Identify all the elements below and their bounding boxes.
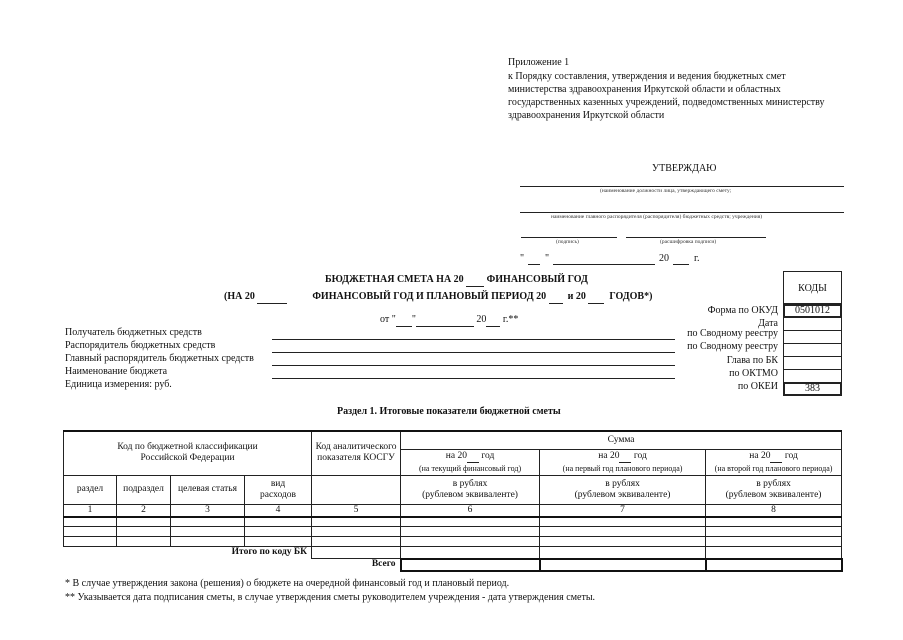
col-number-7: 7	[540, 504, 706, 517]
period-current-cell	[401, 449, 540, 475]
data-cell[interactable]	[171, 517, 245, 527]
period-current-year-line[interactable]	[467, 451, 479, 463]
data-cell[interactable]	[312, 527, 401, 537]
col-rub-8-line1: в рублях	[756, 478, 791, 489]
data-cell[interactable]	[117, 537, 171, 547]
period-second-prefix: на 20	[749, 450, 771, 461]
code-cell-bk[interactable]	[783, 356, 842, 370]
data-cell[interactable]	[540, 517, 706, 527]
subtitle-year2-line[interactable]	[549, 291, 563, 304]
subtitle-part2: ФИНАНСОВЫЙ ГОД И ПЛАНОВЫЙ ПЕРИОД 20	[312, 291, 547, 302]
estimate-date-year: 20	[476, 314, 487, 325]
data-cell[interactable]	[706, 537, 842, 547]
signature-caption: (подпись)	[556, 239, 579, 245]
kosgu-header-line1: Код аналитического	[315, 442, 397, 453]
period-first-suffix: год	[633, 450, 647, 461]
field-budget-name-line[interactable]	[272, 378, 675, 379]
data-cell[interactable]	[245, 517, 312, 527]
data-cell[interactable]	[401, 537, 540, 547]
data-cell[interactable]	[245, 537, 312, 547]
approver-position-line[interactable]	[520, 186, 844, 187]
approve-year-suffix: г.	[694, 253, 700, 264]
data-cell[interactable]	[171, 527, 245, 537]
data-cell[interactable]	[312, 517, 401, 527]
estimate-year-line[interactable]	[466, 274, 484, 287]
total-bk-row	[64, 547, 842, 559]
col-vid-header	[245, 475, 312, 504]
period-current-suffix: год	[481, 450, 495, 461]
signature-decode-caption: (расшифровка подписи)	[660, 239, 717, 245]
code-label-okud: Форма по ОКУД	[707, 305, 778, 316]
subtitle-part1: (НА 20	[224, 291, 255, 302]
subtitle-year3-line[interactable]	[588, 291, 604, 304]
col-rub-6-line1: в рублях	[452, 478, 488, 489]
approve-year-line[interactable]	[673, 264, 689, 265]
code-label-registry-2: по Сводному реестру	[687, 341, 778, 352]
estimate-day-line[interactable]	[396, 314, 412, 327]
field-unit-label: Единица измерения: руб.	[65, 379, 172, 390]
estimate-year-line-2[interactable]	[486, 314, 500, 327]
col-podrazdel-header: подраздел	[117, 475, 171, 504]
code-cell-oktmo[interactable]	[783, 369, 842, 383]
bk-header-line2: Российской Федерации	[140, 453, 235, 464]
data-cell[interactable]	[171, 537, 245, 547]
period-second-cell	[706, 449, 842, 475]
col-vid-line1: вид	[270, 478, 286, 489]
data-cell[interactable]	[117, 527, 171, 537]
approve-date-quote-open: "	[520, 253, 525, 264]
estimate-date	[380, 314, 518, 327]
table-row	[64, 517, 842, 527]
total-all-row	[64, 559, 842, 571]
col-number-2: 2	[117, 504, 171, 517]
approver-org-line[interactable]	[520, 212, 844, 213]
code-label-date: Дата	[758, 318, 778, 329]
kosgu-header-cell	[312, 431, 401, 475]
col-number-1: 1	[64, 504, 117, 517]
col-rub-6	[401, 475, 540, 504]
col-vid-line2: расходов	[260, 489, 297, 500]
col-razdel-header: раздел	[64, 475, 117, 504]
code-cell-registry-2[interactable]	[783, 343, 842, 357]
data-cell[interactable]	[64, 537, 117, 547]
approve-day-line[interactable]	[528, 264, 540, 265]
approve-year-prefix: 20	[659, 253, 669, 264]
code-value-okei: 383	[805, 383, 820, 394]
total-bk-label: Итого по коду БК	[231, 547, 308, 558]
data-cell[interactable]	[540, 527, 706, 537]
estimate-subtitle	[224, 291, 652, 304]
appendix-line-3: государственных казенных учреждений, подведомственных министерству	[508, 97, 825, 108]
field-main-manager-label: Главный распорядитель бюджетных средств	[65, 353, 254, 364]
data-cell[interactable]	[540, 537, 706, 547]
table-row	[64, 537, 842, 547]
bk-header-cell	[64, 431, 312, 475]
data-cell[interactable]	[706, 517, 842, 527]
col-rub-8	[706, 475, 842, 504]
table-row	[64, 527, 842, 537]
period-second-suffix: год	[784, 450, 798, 461]
col-rub-6-line2: (рублевом эквиваленте)	[422, 489, 518, 500]
estimate-title	[325, 274, 588, 287]
footnote-1: * В случае утверждения закона (решения) о бюджете на очередной финансовый год и плановый период.	[65, 578, 510, 589]
field-recipient-line[interactable]	[272, 339, 675, 340]
total-bk-kosgu[interactable]	[312, 547, 401, 559]
total-bk-sum-8[interactable]	[706, 547, 842, 559]
code-cell-registry-1[interactable]	[783, 330, 842, 344]
footnote-2: ** Указывается дата подписания сметы, в случае утверждения сметы руководителем учреждения - дата утверждения сметы.	[65, 592, 596, 603]
approve-title: УТВЕРЖДАЮ	[652, 163, 717, 174]
total-all-sum-7[interactable]	[540, 559, 706, 571]
code-label-registry-1: по Сводному реестру	[687, 328, 778, 339]
appendix-line-2: министерства здравоохранения Иркутской области и областных	[508, 84, 781, 95]
appendix-line-1: к Порядку составления, утверждения и ведения бюджетных смет	[508, 71, 786, 82]
estimate-date-quote: "	[411, 314, 416, 325]
data-cell[interactable]	[64, 527, 117, 537]
period-second-caption: (на второй год планового периода)	[714, 463, 833, 473]
appendix-line-4: здравоохранения Иркутской области	[508, 110, 665, 121]
estimate-title-part1: БЮДЖЕТНАЯ СМЕТА НА 20	[325, 274, 464, 285]
bk-header-line1: Код по бюджетной классификации	[117, 442, 258, 453]
field-manager-label: Распорядитель бюджетных средств	[65, 340, 216, 351]
col-kosgu-blank	[312, 475, 401, 504]
data-cell[interactable]	[401, 517, 540, 527]
summary-table	[63, 430, 843, 572]
estimate-month-line[interactable]	[416, 314, 474, 327]
total-bk-sum-7[interactable]	[540, 547, 706, 559]
period-first-cell	[540, 449, 706, 475]
code-label-bk: Глава по БК	[726, 355, 778, 366]
data-cell[interactable]	[245, 527, 312, 537]
total-bk-sum-6[interactable]	[401, 547, 540, 559]
period-current-title	[401, 451, 539, 463]
col-rub-8-line2: (рублевом эквиваленте)	[725, 489, 822, 500]
subtitle-part4: ГОДОВ*)	[609, 291, 653, 302]
codes-header: КОДЫ	[798, 283, 827, 294]
col-number-4: 4	[245, 504, 312, 517]
col-rub-7	[540, 475, 706, 504]
approver-position-caption: (наименование должности лица, утверждающего смету;	[600, 188, 732, 194]
estimate-date-suffix: г.**	[502, 314, 519, 325]
data-cell[interactable]	[401, 527, 540, 537]
total-all-sum-6[interactable]	[401, 559, 540, 571]
period-first-title	[540, 451, 705, 463]
section-title: Раздел 1. Итоговые показатели бюджетной сметы	[337, 406, 561, 417]
data-cell[interactable]	[706, 527, 842, 537]
data-cell[interactable]	[64, 517, 117, 527]
code-value-okud: 0501012	[795, 305, 830, 316]
col-rub-7-line1: в рублях	[605, 478, 640, 489]
period-current-caption: (на текущий финансовый год)	[418, 463, 522, 473]
field-manager-line[interactable]	[272, 352, 675, 353]
approve-date-quote-close: "	[545, 253, 550, 264]
subtitle-year1-line[interactable]	[257, 291, 287, 304]
period-first-prefix: на 20	[598, 450, 620, 461]
estimate-title-part2: ФИНАНСОВЫЙ ГОД	[486, 274, 588, 285]
estimate-date-from: от "	[380, 314, 396, 325]
data-cell[interactable]	[312, 537, 401, 547]
col-rub-7-line2: (рублевом эквиваленте)	[574, 489, 671, 500]
signature-line[interactable]	[521, 237, 617, 238]
approver-org-caption: наименование главного распорядителя (распорядителя) бюджетных средств; учреждения)	[551, 214, 763, 220]
field-main-manager-line[interactable]	[272, 365, 675, 366]
period-first-year-line[interactable]	[619, 451, 631, 463]
col-number-5: 5	[312, 504, 401, 517]
code-label-okei: по ОКЕИ	[737, 381, 778, 392]
data-cell[interactable]	[117, 517, 171, 527]
total-all-sum-8[interactable]	[706, 559, 842, 571]
period-second-year-line[interactable]	[770, 451, 782, 463]
col-statya-header: целевая статья	[171, 475, 245, 504]
total-all-label: Всего	[371, 559, 396, 570]
field-recipient-label: Получатель бюджетных средств	[65, 327, 202, 338]
appendix-title: Приложение 1	[508, 57, 570, 68]
col-number-8: 8	[706, 504, 842, 517]
code-label-oktmo: по ОКТМО	[729, 368, 778, 379]
field-budget-name-label: Наименование бюджета	[65, 366, 168, 377]
subtitle-part3: и 20	[567, 291, 586, 302]
period-first-caption: (на первый год планового периода)	[562, 463, 683, 473]
approve-month-line[interactable]	[553, 264, 655, 265]
code-cell-date[interactable]	[783, 317, 842, 331]
signature-decode-line[interactable]	[626, 237, 766, 238]
col-number-3: 3	[171, 504, 245, 517]
sum-header-cell: Сумма	[401, 431, 842, 449]
period-current-prefix: на 20	[445, 450, 467, 461]
kosgu-header-line2: показателя КОСГУ	[317, 453, 395, 464]
period-second-title	[706, 451, 841, 463]
col-number-6: 6	[401, 504, 540, 517]
